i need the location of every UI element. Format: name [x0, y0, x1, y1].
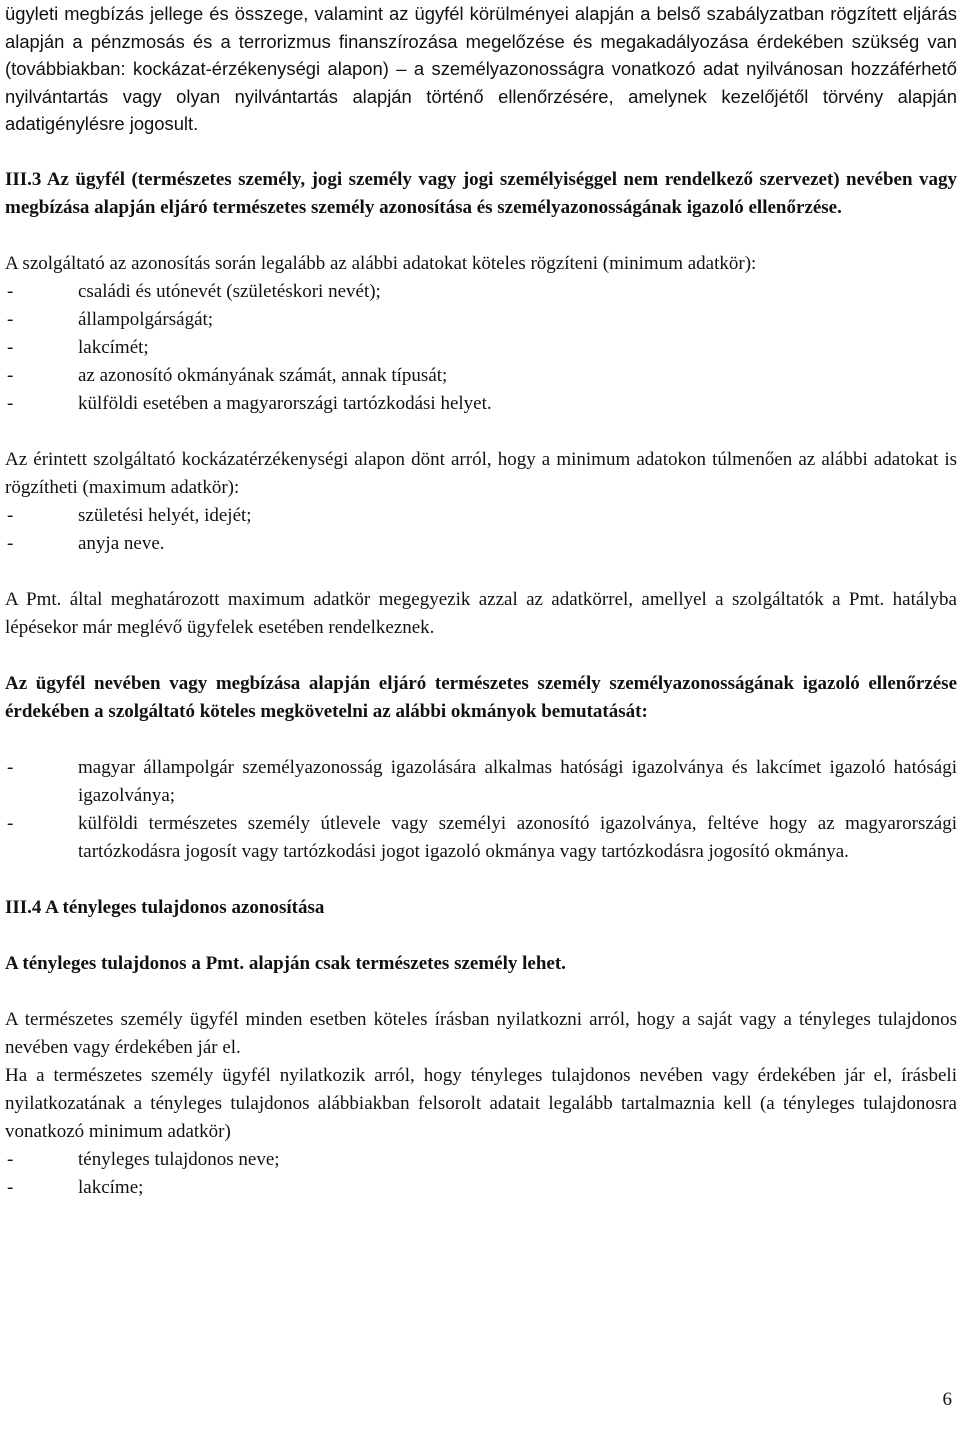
section-3-4-heading: III.4 A tényleges tulajdonos azonosítása	[5, 896, 325, 918]
pmt-note-paragraph: A Pmt. által meghatározott maximum adatkör megegyezik azzal az adatkörrel, amellyel a szolgáltatók a Pmt. hatályba lépésekor már meglévő ügyfelek esetében rendelkeznek.	[5, 588, 957, 638]
beneficial-owner-list	[5, 1146, 957, 1202]
intro-paragraph: ügyleti megbízás jellege és összege, valamint az ügyfél körülményei alapján a belső szabályzatban rögzített eljárás alapján a pénzmosás és a terrorizmus finanszírozása megelőzése és megakadályozása érdekében szükség van (továbbiakban: kockázat-érzékenységi alapon) – a személyazonosságra vonatkozó adat nyilvánosan hozzáférhető nyilvántartás vagy olyan nyilvántartás alapján történő ellenőrzésére, amelynek kezelőjétől törvény alapján adatigénylésre jogosult.	[5, 3, 957, 135]
maximum-data-list	[5, 502, 957, 558]
list-item: - anyja neve.	[5, 530, 957, 558]
minimum-data-list	[5, 278, 957, 418]
page-number: 6	[942, 1389, 952, 1410]
list-item: - családi és utónevét (születéskori nevét);	[5, 278, 957, 306]
section-3-3-heading: III.3 Az ügyfél (természetes személy, jogi személy vagy jogi személyiséggel nem rendelkező szervezet) nevében vagy megbízása alapján eljáró természetes személy azonosítása és személyazonosságának igazoló ellenőrzése.	[5, 168, 957, 218]
documents-intro: Az ügyfél nevében vagy megbízása alapján eljáró természetes személy személyazonosságának igazoló ellenőrzése érdekében a szolgáltató köteles megkövetelni az alábbi okmányok bemutatását:	[5, 672, 957, 722]
list-item: - külföldi esetében a magyarországi tartózkodási helyet.	[5, 390, 957, 418]
list-item: - tényleges tulajdonos neve;	[5, 1146, 957, 1174]
list-item: - állampolgárságát;	[5, 306, 957, 334]
list-item: - lakcíme;	[5, 1174, 957, 1202]
maximum-data-intro: Az érintett szolgáltató kockázatérzékenységi alapon dönt arról, hogy a minimum adatokon túlmenően az alábbi adatokat is rögzítheti (maximum adatkör):	[5, 448, 957, 498]
declaration-paragraph-2: Ha a természetes személy ügyfél nyilatkozik arról, hogy tényleges tulajdonos nevében vagy érdekében jár el, írásbeli nyilatkozatának a tényleges tulajdonos alábbiakban felsorolt adatait legalább tartalmaznia kell (a tényleges tulajdonosra vonatkozó minimum adatkör)	[5, 1064, 957, 1142]
list-item: - magyar állampolgár személyazonosság igazolására alkalmas hatósági igazolványa és lakcímet igazoló hatósági igazolványa;	[5, 754, 957, 810]
list-item: - külföldi természetes személy útlevele vagy személyi azonosító igazolványa, feltéve hogy az magyarországi tartózkodásra jogosít vagy tartózkodási jogot igazoló okmánya vagy tartózkodásra jogosító okmánya.	[5, 810, 957, 866]
document-page	[5, 0, 957, 1202]
list-item: - az azonosító okmányának számát, annak típusát;	[5, 362, 957, 390]
list-item: - születési helyét, idejét;	[5, 502, 957, 530]
section-3-4-subheading: A tényleges tulajdonos a Pmt. alapján csak természetes személy lehet.	[5, 952, 566, 974]
list-item: - lakcímét;	[5, 334, 957, 362]
minimum-data-intro: A szolgáltató az azonosítás során legalább az alábbi adatokat köteles rögzíteni (minimum adatkör):	[5, 252, 757, 274]
documents-list	[5, 754, 957, 866]
declaration-paragraph-1: A természetes személy ügyfél minden esetben köteles írásban nyilatkozni arról, hogy a saját vagy a tényleges tulajdonos nevében vagy érdekében jár el.	[5, 1008, 957, 1058]
